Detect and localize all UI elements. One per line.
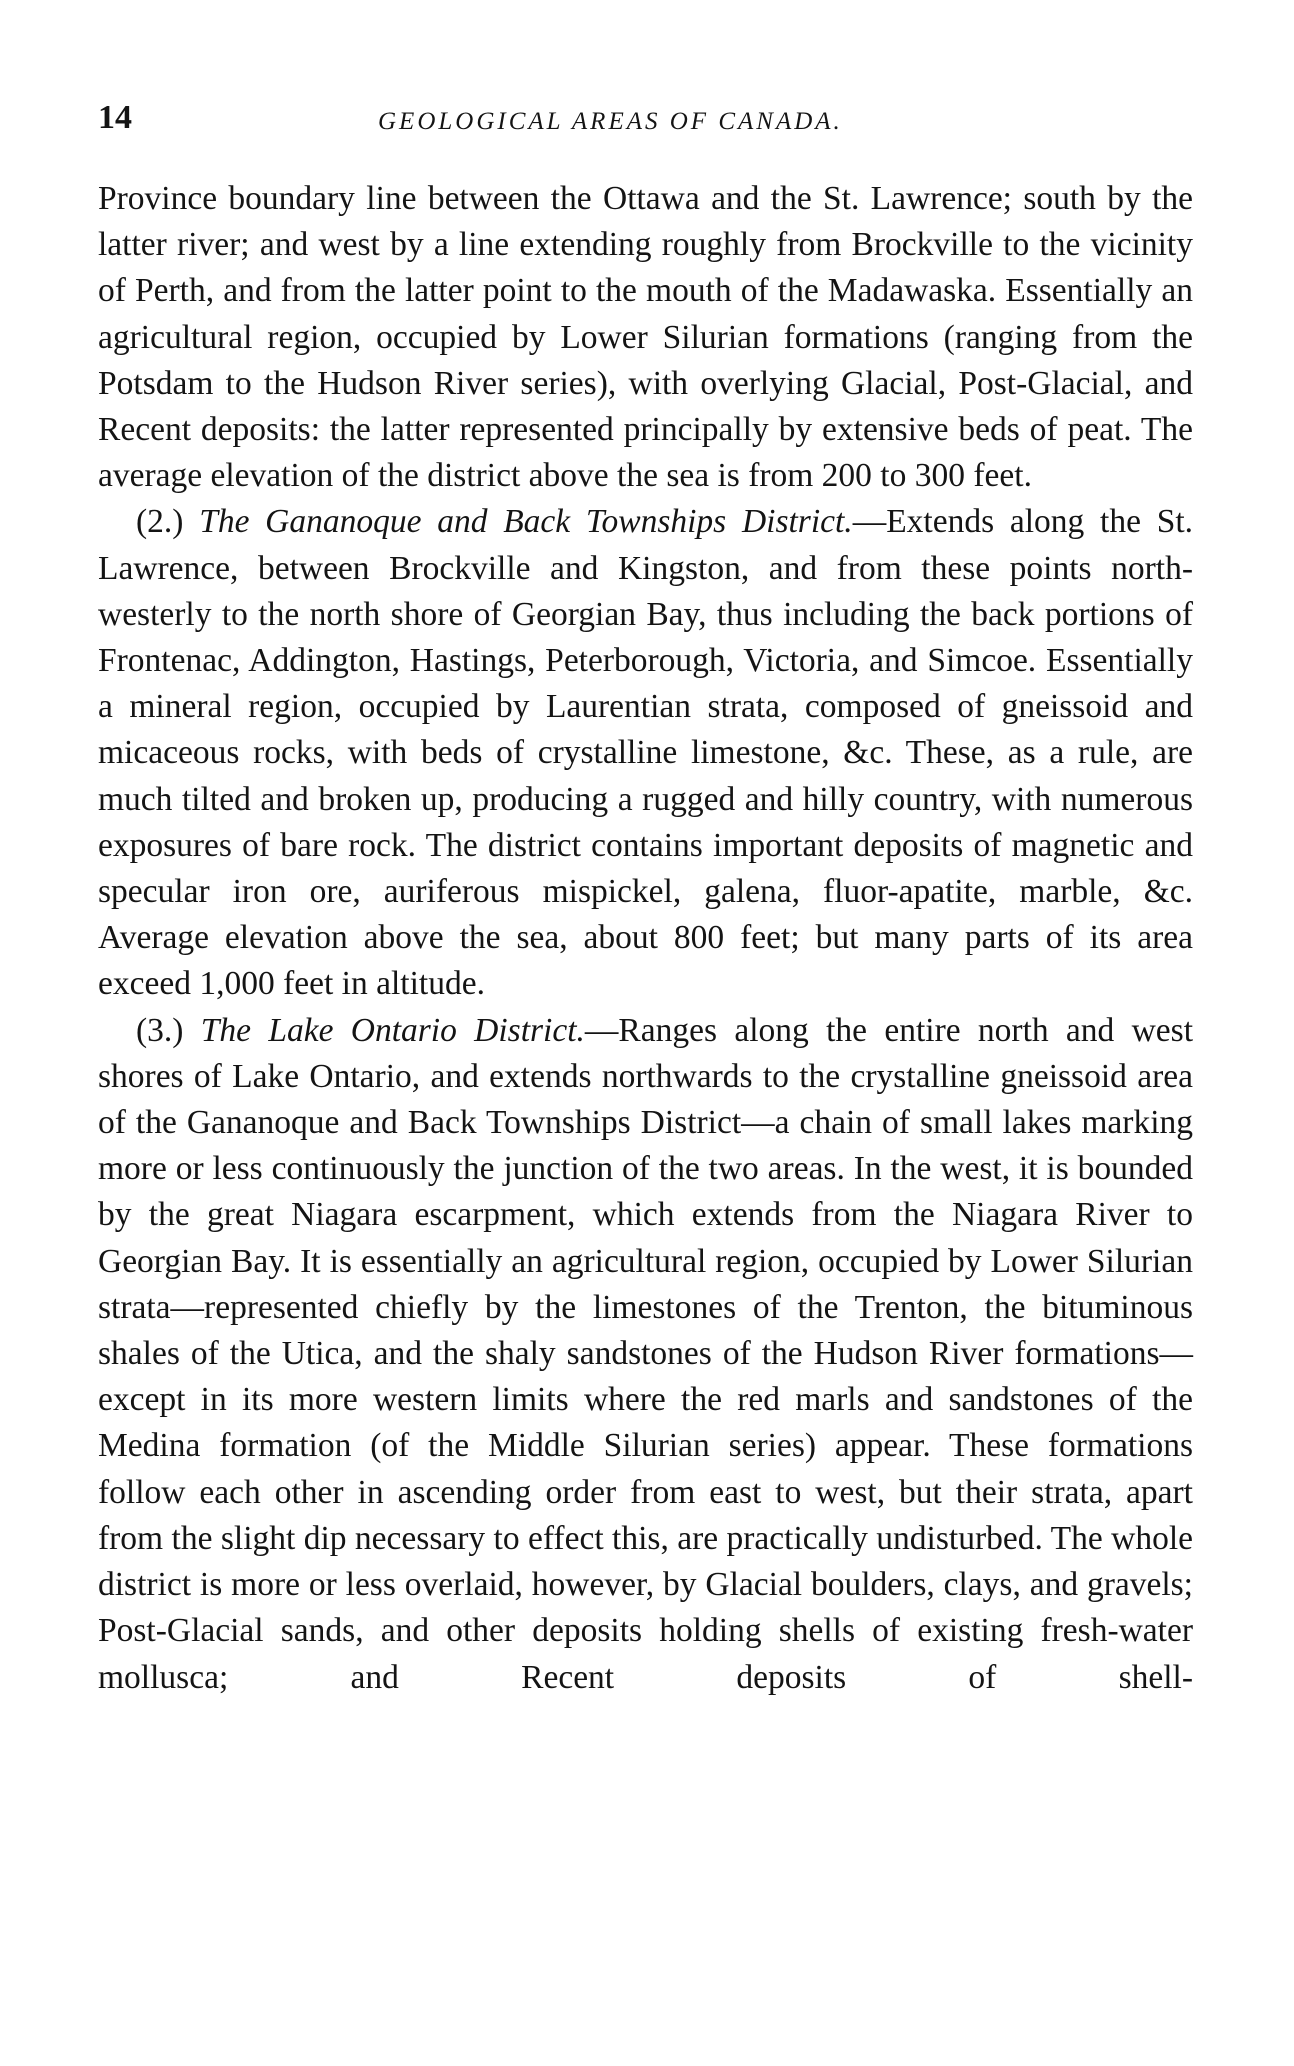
section-number: (3.) [136, 1011, 184, 1049]
section-heading: The Gananoque and Back Townships District. [199, 503, 853, 541]
running-head [98, 98, 1193, 148]
paragraph-text: —Extends along the St. Lawrence, between Brockville and Kingston, and from these points north-westerly to the north shore of Georgian Bay, thus including the back portions of Frontenac, Addington, Hastings, Peterborough, Victoria, and Simcoe. Essentially a mineral region, occupied by Laurentian strata, composed of gneissoid and micaceous rocks, with beds of crystalline limestone, &c. These, as a rule, are much tilted and broken up, producing a rugged and hilly country, with numerous exposures of bare rock. The district contains important deposits of magnetic and specular iron ore, auriferous mispickel, galena, fluor-apatite, marble, &c. Average elevation above the sea, about 800 feet; but many parts of its area exceed 1,000 feet in altitude. [98, 503, 1194, 1003]
section-heading: The Lake Ontario District. [200, 1011, 585, 1049]
paragraph-gananoque-district [98, 499, 1193, 1007]
body-text [98, 176, 1193, 1701]
running-title: GEOLOGICAL AREAS OF CANADA. [378, 108, 843, 135]
paragraph-continued [98, 176, 1193, 499]
paragraph-text: Province boundary line between the Ottawa and the St. Lawrence; south by the latter river; and west by a line extending roughly from Brockville to the vicinity of Perth, and from the latter point to the mouth of the Madawaska. Essentially an agricultural region, occupied by Lower Silurian formations (ranging from the Potsdam to the Hudson River series), with overlying Glacial, Post-Glacial, and Recent deposits: the latter represented principally by extensive beds of peat. The average elevation of the district above the sea is from 200 to 300 feet. [98, 180, 1193, 495]
section-number: (2.) [136, 503, 184, 541]
paragraph-lake-ontario-district [98, 1008, 1193, 1701]
paragraph-text: —Ranges along the entire north and west shores of Lake Ontario, and extends northwards to the crystalline gneissoid area of the Gananoque and Back Townships District—a chain of small lakes marking more or less continuously the junction of the two areas. In the west, it is bounded by the great Niagara escarpment, which extends from the Niagara River to Georgian Bay. It is essentially an agricultural region, occupied by Lower Silurian strata—represented chiefly by the limestones of the Trenton, the bituminous shales of the Utica, and the shaly sandstones of the Hudson River formations—except in its more western limits where the red marls and sandstones of the Medina formation (of the Middle Silurian series) appear. These formations follow each other in ascending order from east to west, but their strata, apart from the slight dip necessary to effect this, are practically undisturbed. The whole district is more or less overlaid, however, by Glacial boulders, clays, and gravels; Post-Glacial sands, and other deposits holding shells of existing fresh-water mollusca; and Recent deposits of shell- [98, 1011, 1194, 1696]
page-number: 14 [98, 99, 132, 136]
